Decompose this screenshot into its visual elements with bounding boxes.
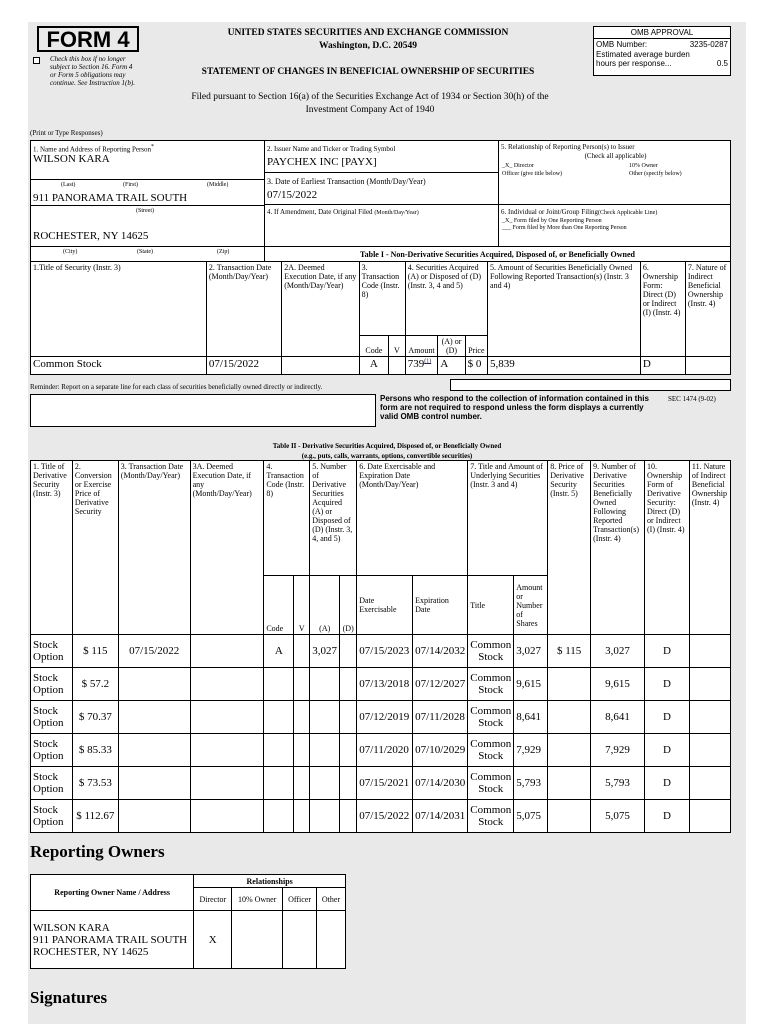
t2-date	[118, 767, 190, 800]
t1-price: $ 0	[465, 357, 487, 375]
omb-number-label: OMB Number:	[596, 40, 648, 49]
t2-d	[340, 668, 357, 701]
statement-title: STATEMENT OF CHANGES IN BENEFICIAL OWNERSHIP OF SECURITIES	[201, 67, 535, 77]
relationships-header: Relationships	[194, 875, 346, 888]
t2-price: $ 57.2	[72, 668, 118, 701]
t2-v	[294, 800, 310, 833]
box2-issuer	[264, 140, 499, 173]
box3-label: 3. Date of Earliest Transaction (Month/Day/Year)	[267, 177, 426, 186]
table2-subtitle: (e.g., puts, calls, warrants, options, convertible securities)	[301, 452, 473, 460]
box6-label: 6. Individual or Joint/Group Filing	[501, 208, 599, 216]
other-option: Other (specify below)	[629, 171, 682, 177]
box1-label: 1. Name and Address of Reporting Person	[33, 145, 152, 154]
t2-code: A	[264, 635, 294, 668]
t2-d	[340, 767, 357, 800]
t2-v	[294, 734, 310, 767]
t2-nature	[689, 668, 730, 701]
t2-price: $ 70.37	[72, 701, 118, 734]
reminder-blank-box-right	[450, 379, 731, 391]
t2-deemed	[190, 767, 264, 800]
t2-deemed	[190, 668, 264, 701]
t2-d	[340, 701, 357, 734]
t2-shares: 5,793	[514, 767, 548, 800]
t2-title: Stock Option	[31, 668, 73, 701]
state-label: (State)	[137, 249, 153, 255]
t1-h7: 7. Nature of Indirect Beneficial Ownership (Instr. 4)	[685, 262, 730, 357]
omb-hours: 0.5	[716, 59, 728, 68]
t2-exercisable: 07/12/2019	[357, 701, 413, 734]
form-title: FORM 4	[37, 26, 139, 52]
t2-d	[340, 734, 357, 767]
t2-underlying: Common Stock	[468, 734, 514, 767]
t2-a	[310, 767, 340, 800]
t2-sub-d: (D)	[340, 576, 357, 635]
t2-price: $ 85.33	[72, 734, 118, 767]
t2-deriv-price	[548, 767, 591, 800]
reporting-person-name: WILSON KARA	[33, 153, 110, 165]
t2-nature	[689, 767, 730, 800]
table2-row	[31, 701, 731, 734]
t1-aord: A	[438, 357, 465, 375]
t2-sub-code: Code	[264, 576, 294, 635]
t2-title: Stock Option	[31, 635, 73, 668]
owner-ten	[232, 911, 283, 969]
t2-v	[294, 767, 310, 800]
t2-expiration: 07/10/2029	[413, 734, 468, 767]
t2-h6: 6. Date Exercisable and Expiration Date (Month/Day/Year)	[357, 461, 468, 576]
t1-h1: 1.Title of Security (Instr. 3)	[31, 262, 207, 357]
t2-owned: 7,929	[591, 734, 645, 767]
middle-label: (Middle)	[207, 182, 229, 188]
t2-sub-a: (A)	[310, 576, 340, 635]
t2-shares: 9,615	[514, 668, 548, 701]
t2-title: Stock Option	[31, 767, 73, 800]
filed-pursuant-line1: Filed pursuant to Section 16(a) of the Securities Exchange Act of 1934 or Section 30(h) of the	[191, 92, 549, 102]
omb-burden-1: Estimated average burden	[596, 50, 690, 59]
t2-code	[264, 734, 294, 767]
t1-h5: 5. Amount of Securities Beneficially Owned Following Reported Transaction(s) (Instr. 3 and 4)	[488, 262, 641, 357]
t2-form: D	[645, 800, 690, 833]
t2-sub-expiration: Expiration Date	[413, 576, 468, 635]
owner-col-name: Reporting Owner Name / Address	[31, 875, 194, 911]
issuer-name: PAYCHEX INC [PAYX]	[267, 156, 377, 168]
t2-code	[264, 767, 294, 800]
t1-h4: 4. Securities Acquired (A) or Disposed of (D) (Instr. 3, 4 and 5)	[405, 262, 487, 336]
t2-h1: 1. Title of Derivative Security (Instr. 3)	[31, 461, 73, 635]
box4-label: 4. If Amendment, Date Original Filed	[267, 208, 373, 216]
omb-number: 3235-0287	[689, 40, 728, 49]
city-label: (City)	[63, 249, 78, 255]
t2-h4: 4. Transaction Code (Instr. 8)	[264, 461, 310, 576]
box6-filing	[498, 204, 731, 247]
t1-sub-aord: (A) or (D)	[438, 336, 465, 357]
t2-date: 07/15/2022	[118, 635, 190, 668]
owner-col-officer: Officer	[283, 888, 317, 911]
t2-underlying: Common Stock	[468, 701, 514, 734]
t2-a	[310, 668, 340, 701]
t2-title: Stock Option	[31, 800, 73, 833]
t2-v	[294, 701, 310, 734]
t2-date	[118, 701, 190, 734]
t1-sub-amount: Amount	[405, 336, 438, 357]
box4-amendment	[264, 204, 499, 247]
owner-director: X	[194, 911, 232, 969]
box5-check: (Check all applicable)	[584, 152, 647, 160]
box4-label-small: (Month/Day/Year)	[374, 210, 419, 216]
t2-code	[264, 668, 294, 701]
t2-v	[294, 668, 310, 701]
t2-underlying: Common Stock	[468, 800, 514, 833]
table1-row	[31, 357, 731, 375]
t2-exercisable: 07/13/2018	[357, 668, 413, 701]
t2-code	[264, 800, 294, 833]
t1-owned: 5,839	[488, 357, 641, 375]
filed-pursuant-line2: Investment Company Act of 1940	[305, 105, 435, 115]
t2-form: D	[645, 635, 690, 668]
t1-title: Common Stock	[31, 357, 207, 375]
city-state-zip: ROCHESTER, NY 14625	[33, 230, 149, 242]
t2-date	[118, 734, 190, 767]
t2-form: D	[645, 701, 690, 734]
t2-owned: 8,641	[591, 701, 645, 734]
owner-officer	[283, 911, 317, 969]
footnote-link[interactable]: (1)	[424, 358, 432, 365]
t2-underlying: Common Stock	[468, 767, 514, 800]
omb-title: OMB APPROVAL	[594, 27, 730, 39]
t1-code: A	[359, 357, 388, 375]
ten-pct-option: 10% Owner	[629, 163, 658, 169]
box2-label: 2. Issuer Name and Ticker or Trading Symbol	[267, 145, 396, 153]
t2-deemed	[190, 635, 264, 668]
director-mark: _X_	[502, 163, 513, 169]
t2-code	[264, 701, 294, 734]
table1	[30, 261, 731, 375]
reporting-owners-table	[30, 874, 346, 969]
t2-h3a: 3A. Deemed Execution Date, if any (Month/Day/Year)	[190, 461, 264, 635]
earliest-transaction-date: 07/15/2022	[267, 189, 318, 201]
t2-expiration: 07/14/2031	[413, 800, 468, 833]
officer-option: Officer (give title below)	[502, 171, 563, 177]
t2-a	[310, 734, 340, 767]
director-option: Director	[513, 163, 534, 169]
t2-underlying: Common Stock	[468, 635, 514, 668]
street-address: 911 PANORAMA TRAIL SOUTH	[33, 192, 188, 204]
agency-city: Washington, D.C. 20549	[319, 41, 417, 51]
t2-d	[340, 635, 357, 668]
omb-approval-box	[593, 26, 731, 76]
t1-v	[388, 357, 405, 375]
signatures-heading: Signatures	[30, 988, 108, 1007]
t2-h5: 5. Number of Derivative Securities Acquired (A) or Disposed of (D) (Instr. 3, 4, and 5)	[310, 461, 357, 576]
t1-date: 07/15/2022	[206, 357, 281, 375]
t2-exercisable: 07/11/2020	[357, 734, 413, 767]
t1-h6: 6. Ownership Form: Direct (D) or Indirect (I) (Instr. 4)	[640, 262, 685, 357]
box1-reporting-person	[30, 140, 265, 180]
t2-h10: 10. Ownership Form of Derivative Security: Direct (D) or Indirect (I) (Instr. 4)	[645, 461, 690, 635]
print-type-note: (Print or Type Responses)	[30, 129, 103, 137]
no-longer-subject-checkbox[interactable]	[33, 57, 40, 64]
table2-row	[31, 800, 731, 833]
t2-shares: 8,641	[514, 701, 548, 734]
table2-title: Table II - Derivative Securities Acquired, Disposed of, or Beneficially Owned	[272, 442, 502, 450]
owner-col-ten: 10% Owner	[232, 888, 283, 911]
t2-shares: 7,929	[514, 734, 548, 767]
t2-date	[118, 668, 190, 701]
form-page	[28, 22, 746, 1024]
t2-deriv-price	[548, 800, 591, 833]
sec-number: SEC 1474 (9-02)	[668, 395, 716, 403]
t2-expiration: 07/12/2027	[413, 668, 468, 701]
t2-sub-exercisable: Date Exercisable	[357, 576, 413, 635]
t2-owned: 9,615	[591, 668, 645, 701]
t2-date	[118, 800, 190, 833]
owner-street: 911 PANORAMA TRAIL SOUTH	[33, 933, 188, 946]
t2-deriv-price	[548, 701, 591, 734]
reminder-blank-box-left	[30, 394, 376, 427]
t2-nature	[689, 635, 730, 668]
t2-nature	[689, 701, 730, 734]
t1-sub-price: Price	[465, 336, 487, 357]
t2-expiration: 07/14/2030	[413, 767, 468, 800]
checkbox-note: Check this box if no longer subject to Section 16. Form 4 or Form 5 obligations may continue. See Instruction 1(b).	[50, 55, 135, 87]
t2-h2: 2. Conversion or Exercise Price of Derivative Security	[72, 461, 118, 635]
t2-exercisable: 07/15/2021	[357, 767, 413, 800]
last-label: (Last)	[61, 182, 76, 188]
t2-deriv-price	[548, 668, 591, 701]
t2-deriv-price: $ 115	[548, 635, 591, 668]
t2-h7: 7. Title and Amount of Underlying Securities (Instr. 3 and 4)	[468, 461, 548, 576]
box1-name-labels	[30, 179, 265, 206]
t2-exercisable: 07/15/2022	[357, 800, 413, 833]
omb-notice: Persons who respond to the collection of information contained in this form are not required to respond unless the form displays a currently valid OMB control number.	[380, 394, 649, 421]
t2-price: $ 112.67	[72, 800, 118, 833]
table2-row	[31, 635, 731, 668]
t2-nature	[689, 800, 730, 833]
owner-city: ROCHESTER, NY 14625	[33, 945, 149, 958]
box5-relationship	[498, 140, 731, 205]
reporting-owners-heading: Reporting Owners	[30, 842, 165, 861]
filing-option-1: _X_ Form filed by One Reporting Person	[502, 218, 602, 224]
t2-price: $ 73.53	[72, 767, 118, 800]
t1-amount: 739	[407, 358, 425, 370]
t2-v	[294, 635, 310, 668]
table2-row	[31, 734, 731, 767]
t2-owned: 3,027	[591, 635, 645, 668]
t2-h8: 8. Price of Derivative Security (Instr. 5)	[548, 461, 591, 635]
t2-d	[340, 800, 357, 833]
t1-form: D	[640, 357, 685, 375]
agency-name: UNITED STATES SECURITIES AND EXCHANGE COMMISSION	[227, 28, 509, 38]
t2-nature	[689, 734, 730, 767]
first-label: (First)	[123, 182, 138, 188]
t2-a: 3,027	[310, 635, 340, 668]
owner-row	[31, 911, 346, 969]
box1-city-labels	[30, 246, 265, 262]
owner-other	[317, 911, 346, 969]
t2-owned: 5,793	[591, 767, 645, 800]
t1-sub-v: V	[388, 336, 405, 357]
t2-h9: 9. Number of Derivative Securities Beneficially Owned Following Reported Transaction(s) (Instr. 4)	[591, 461, 645, 635]
zip-label: (Zip)	[217, 249, 230, 255]
box5-label: 5. Relationship of Reporting Person(s) to Issuer	[501, 143, 635, 151]
t2-sub-amount: Amount or Number of Shares	[514, 576, 548, 635]
t2-title: Stock Option	[31, 701, 73, 734]
owner-name: WILSON KARA	[33, 921, 110, 934]
t2-exercisable: 07/15/2023	[357, 635, 413, 668]
t2-expiration: 07/14/2032	[413, 635, 468, 668]
t2-deemed	[190, 734, 264, 767]
t2-title: Stock Option	[31, 734, 73, 767]
t2-a	[310, 701, 340, 734]
t1-h2a: 2A. Deemed Execution Date, if any (Month/Day/Year)	[282, 262, 359, 357]
t2-deriv-price	[548, 734, 591, 767]
owner-col-other: Other	[317, 888, 346, 911]
t2-owned: 5,075	[591, 800, 645, 833]
t2-sub-v: V	[294, 576, 310, 635]
t2-underlying: Common Stock	[468, 668, 514, 701]
table2-row	[31, 767, 731, 800]
table2-row	[31, 668, 731, 701]
t2-shares: 5,075	[514, 800, 548, 833]
filing-option-2: ___ Form filed by More than One Reporting Person	[502, 225, 627, 231]
t2-a	[310, 800, 340, 833]
t1-deemed	[282, 357, 359, 375]
reminder-text: Reminder: Report on a separate line for each class of securities beneficially owned directly or indirectly.	[30, 383, 323, 391]
t2-form: D	[645, 767, 690, 800]
t2-h11: 11. Nature of Indirect Beneficial Ownership (Instr. 4)	[689, 461, 730, 635]
t2-h3: 3. Transaction Date (Month/Day/Year)	[118, 461, 190, 635]
box1-street	[30, 205, 265, 247]
t1-nature	[685, 357, 730, 375]
t2-deemed	[190, 701, 264, 734]
t2-form: D	[645, 734, 690, 767]
street-label: (Street)	[136, 208, 154, 214]
box1-star: *	[151, 144, 154, 150]
omb-burden-2: hours per response...	[596, 59, 672, 68]
t2-price: $ 115	[72, 635, 118, 668]
t2-deemed	[190, 800, 264, 833]
table1-title: Table I - Non-Derivative Securities Acquired, Disposed of, or Beneficially Owned	[264, 246, 731, 262]
t2-expiration: 07/11/2028	[413, 701, 468, 734]
t2-form: D	[645, 668, 690, 701]
t1-h2: 2. Transaction Date (Month/Day/Year)	[206, 262, 281, 357]
t2-sub-title: Title	[468, 576, 514, 635]
table2	[30, 460, 731, 833]
box3-earliest-date	[264, 172, 499, 205]
owner-col-director: Director	[194, 888, 232, 911]
t1-h3: 3. Transaction Code (Instr. 8)	[359, 262, 405, 336]
t1-sub-code: Code	[359, 336, 388, 357]
box6-label-small: (Check Applicable Line)	[598, 210, 658, 216]
t2-shares: 3,027	[514, 635, 548, 668]
